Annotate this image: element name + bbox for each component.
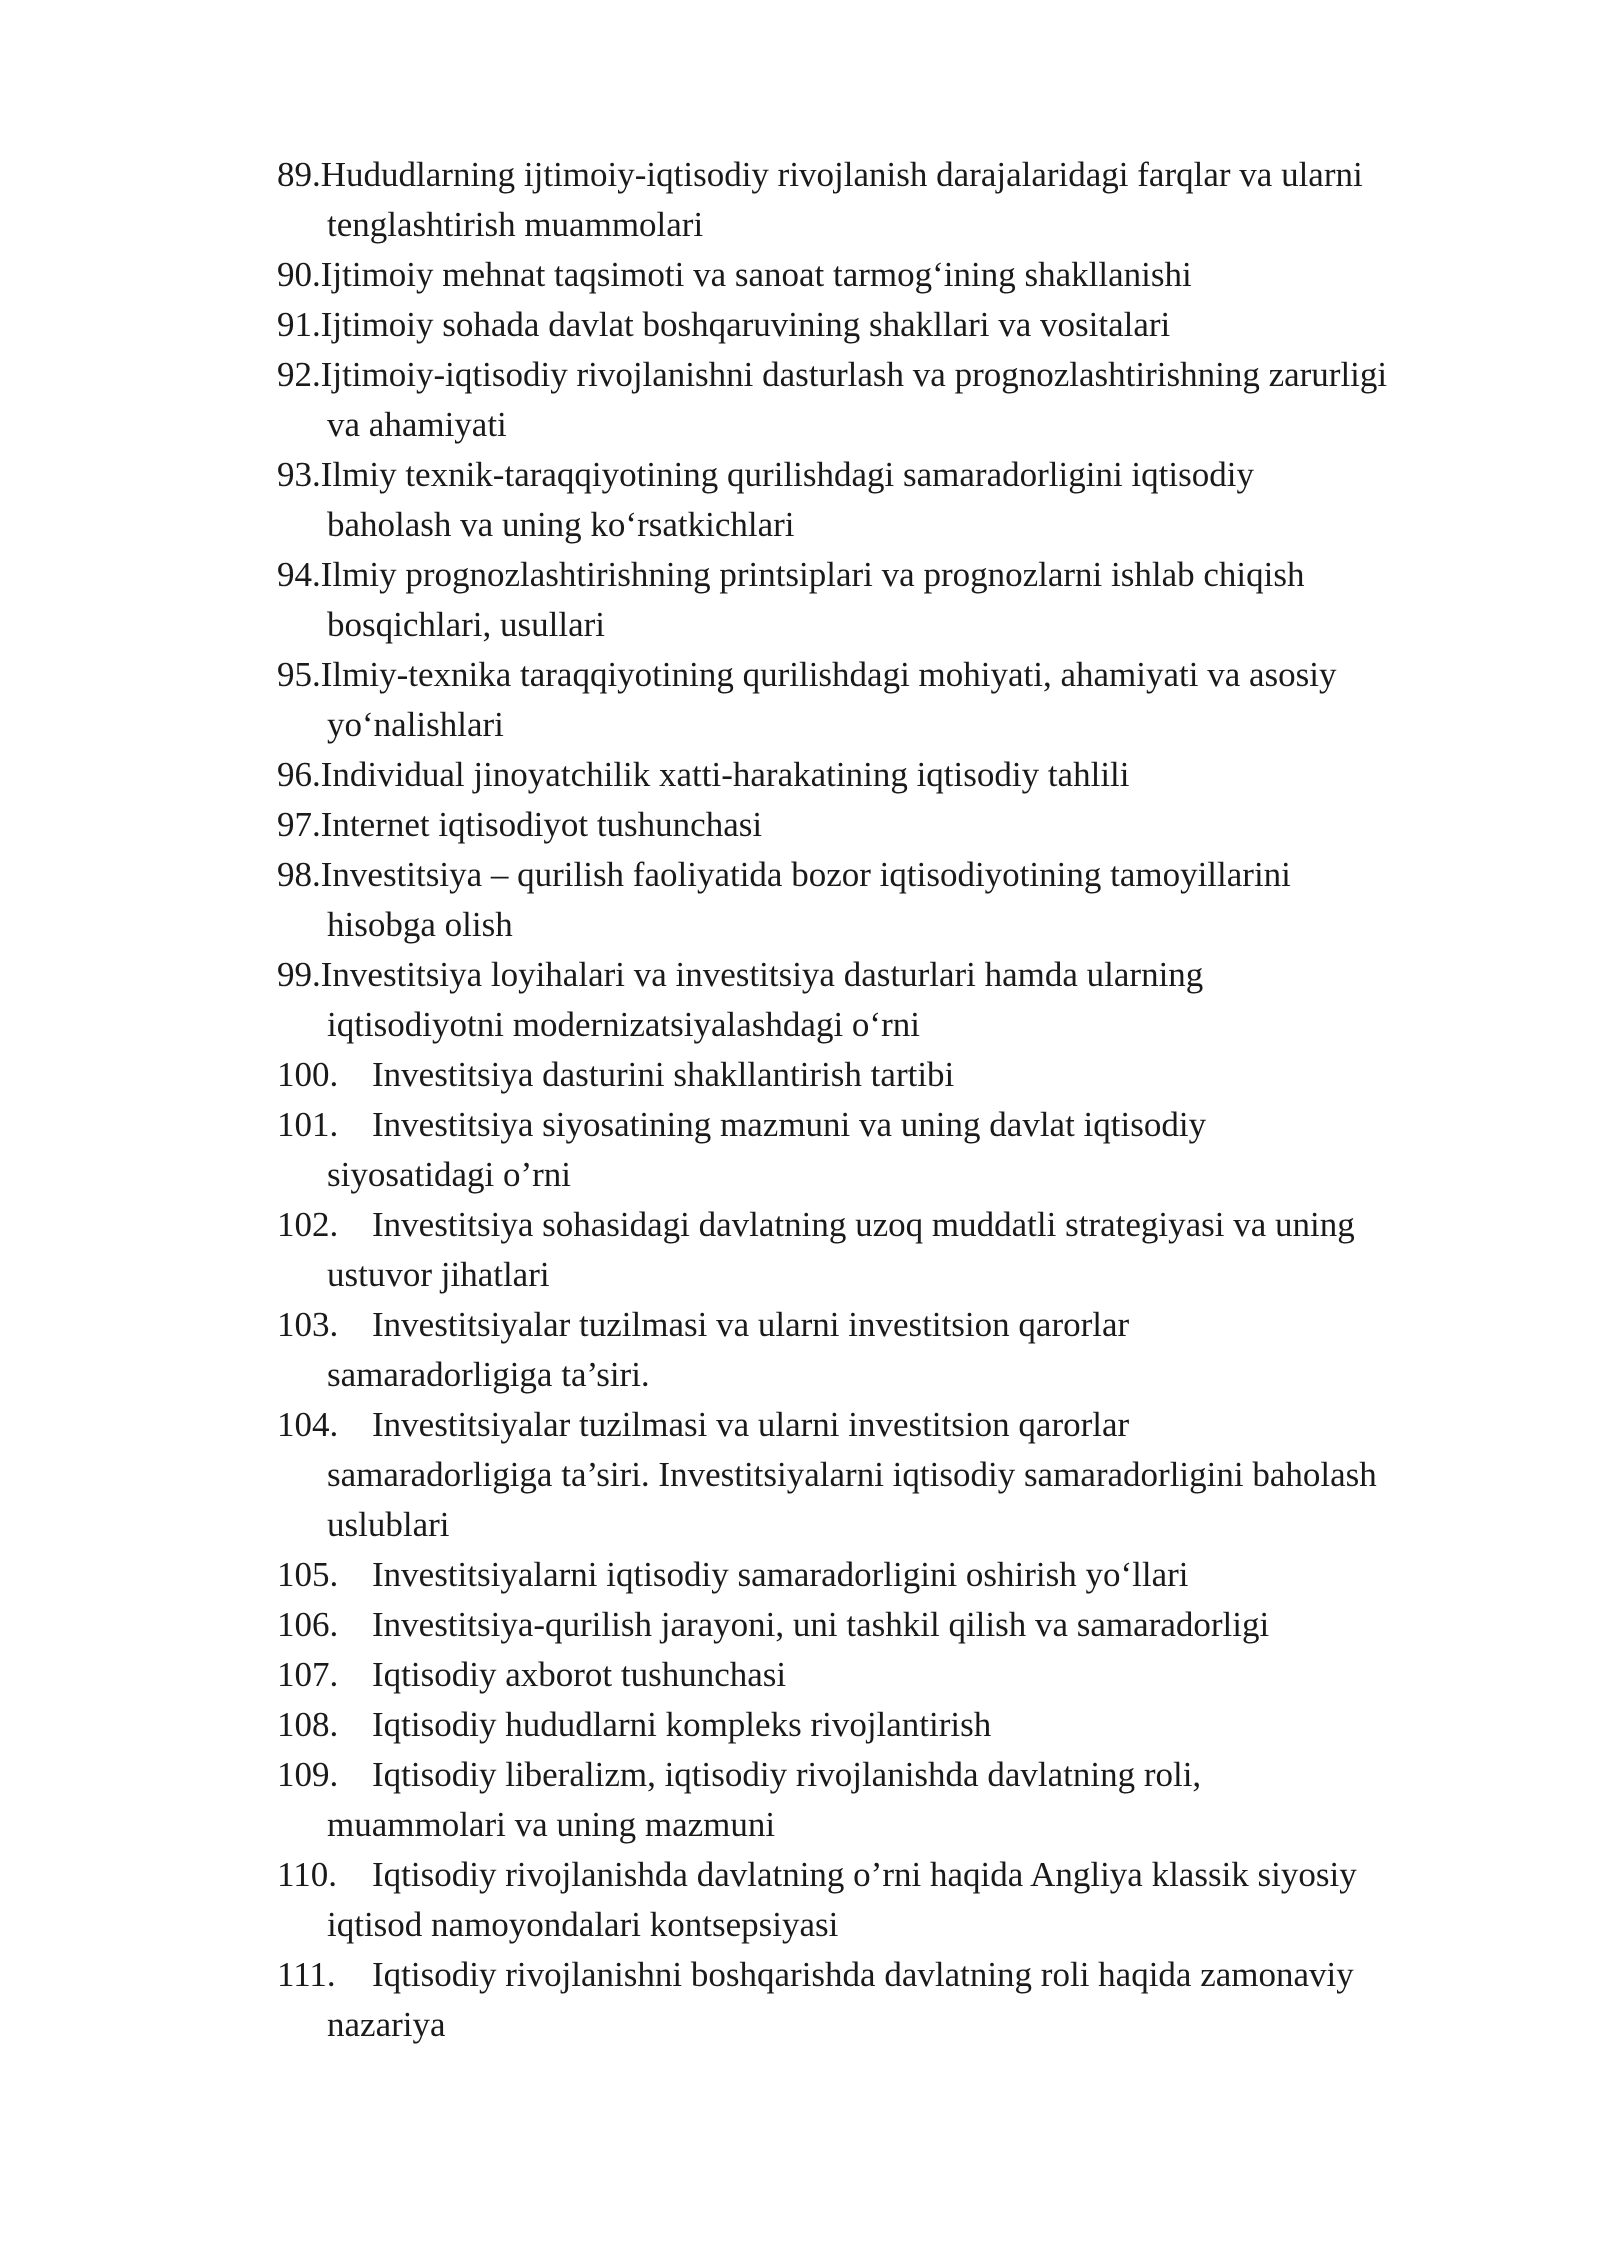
list-item <box>277 1850 1497 1950</box>
list-item-first-line <box>277 1700 1497 1750</box>
list-item-text: Ijtimoiy mehnat taqsimoti va sanoat tarmog‘ining shakllanishi <box>320 255 1192 294</box>
list-item-number: 96. <box>277 755 321 794</box>
list-item <box>277 800 1497 850</box>
list-item <box>277 950 1497 1050</box>
list-item <box>277 300 1497 350</box>
list-item <box>277 150 1497 250</box>
list-item-first-line <box>277 1400 1497 1450</box>
list-item-number: 109. <box>277 1755 339 1794</box>
list-item-text: Ilmiy texnik-taraqqiyotining qurilishdagi samaradorligini iqtisodiy <box>320 455 1254 494</box>
list-item-text: Investitsiya-qurilish jarayoni, uni tashkil qilish va samaradorligi <box>372 1605 1270 1644</box>
list-item-continuation-line <box>277 1000 1497 1050</box>
list-item-number: 103. <box>277 1305 339 1344</box>
list-item-text: Investitsiya dasturini shakllantirish tartibi <box>372 1055 955 1094</box>
list-item-continuation-line <box>277 2000 1497 2050</box>
list-item-first-line <box>277 1600 1497 1650</box>
list-item-text: samaradorligiga ta’siri. <box>327 1355 650 1394</box>
list-item-first-line <box>277 1650 1497 1700</box>
list-item-first-line <box>277 1950 1497 2000</box>
list-item-text: uslublari <box>327 1505 450 1544</box>
list-item-continuation-line <box>277 200 1497 250</box>
list-item-text: Investitsiya sohasidagi davlatning uzoq muddatli strategiyasi va uning <box>372 1205 1355 1244</box>
list-item <box>277 450 1497 550</box>
list-item-number: 102. <box>277 1205 339 1244</box>
list-item-first-line <box>277 550 1497 600</box>
list-item-number: 104. <box>277 1405 339 1444</box>
list-item-text: Individual jinoyatchilik xatti-harakatining iqtisodiy tahlili <box>320 755 1130 794</box>
list-item <box>277 1200 1497 1300</box>
list-item-text: nazariya <box>327 2005 446 2044</box>
list-item-number: 93. <box>277 455 321 494</box>
list-item-first-line <box>277 650 1497 700</box>
list-item-text: hisobga olish <box>327 905 513 944</box>
list-item-continuation-line <box>277 1800 1497 1850</box>
list-item-text: Ijtimoiy sohada davlat boshqaruvining shakllari va vositalari <box>320 305 1171 344</box>
list-item-continuation-line <box>277 700 1497 750</box>
list-item-text: Ijtimoiy-iqtisodiy rivojlanishni dasturlash va prognozlashtirishning zarurligi <box>320 355 1388 394</box>
list-item <box>277 1300 1497 1400</box>
list-item-number: 89. <box>277 155 321 194</box>
list-item-first-line <box>277 1300 1497 1350</box>
list-item-text: ustuvor jihatlari <box>327 1255 550 1294</box>
list-item-first-line <box>277 1200 1497 1250</box>
list-item-first-line <box>277 850 1497 900</box>
list-item-continuation-line <box>277 1150 1497 1200</box>
list-item-number: 111. <box>277 1955 336 1994</box>
list-item-text: baholash va uning ko‘rsatkichlari <box>327 505 795 544</box>
list-item-first-line <box>277 750 1497 800</box>
list-item-continuation-line <box>277 1500 1497 1550</box>
list-item-number: 90. <box>277 255 321 294</box>
list-item-text: yo‘nalishlari <box>327 705 504 744</box>
list-item-text: Iqtisodiy hududlarni kompleks rivojlantirish <box>372 1705 992 1744</box>
list-item <box>277 1050 1497 1100</box>
list-item <box>277 1650 1497 1700</box>
list-item-text: va ahamiyati <box>327 405 507 444</box>
list-item-continuation-line <box>277 400 1497 450</box>
list-item <box>277 250 1497 300</box>
list-item-continuation-line <box>277 500 1497 550</box>
list-item-text: Hududlarning ijtimoiy-iqtisodiy rivojlanish darajalaridagi farqlar va ularni <box>320 155 1363 194</box>
list-item-number: 101. <box>277 1105 339 1144</box>
list-item-text: muammolari va uning mazmuni <box>327 1805 776 1844</box>
list-item-continuation-line <box>277 1350 1497 1400</box>
list-item-number: 98. <box>277 855 321 894</box>
list-item-first-line <box>277 800 1497 850</box>
list-item-text: Ilmiy-texnika taraqqiyotining qurilishdagi mohiyati, ahamiyati va asosiy <box>320 655 1337 694</box>
list-item-first-line <box>277 1750 1497 1800</box>
list-item-text: Iqtisodiy liberalizm, iqtisodiy rivojlanishda davlatning roli, <box>372 1755 1202 1794</box>
list-item <box>277 1550 1497 1600</box>
list-item-text: Internet iqtisodiyot tushunchasi <box>320 805 763 844</box>
list-item-first-line <box>277 250 1497 300</box>
list-item-number: 92. <box>277 355 321 394</box>
list-item-text: Iqtisodiy rivojlanishni boshqarishda davlatning roli haqida zamonaviy <box>372 1955 1354 1994</box>
list-item-first-line <box>277 1050 1497 1100</box>
list-item-first-line <box>277 300 1497 350</box>
list-item-continuation-line <box>277 600 1497 650</box>
list-item <box>277 1950 1497 2050</box>
list-item <box>277 350 1497 450</box>
list-item <box>277 1400 1497 1550</box>
list-item-text: Investitsiyalarni iqtisodiy samaradorligini oshirish yo‘llari <box>372 1555 1189 1594</box>
list-item-text: samaradorligiga ta’siri. Investitsiyalarni iqtisodiy samaradorligini baholash <box>327 1455 1377 1494</box>
list-item-number: 94. <box>277 555 321 594</box>
list-item-first-line <box>277 150 1497 200</box>
list-item-text: bosqichlari, usullari <box>327 605 606 644</box>
list-item-text: Investitsiyalar tuzilmasi va ularni investitsion qarorlar <box>372 1305 1130 1344</box>
list-item-text: Iqtisodiy axborot tushunchasi <box>372 1655 787 1694</box>
list-item-number: 108. <box>277 1705 339 1744</box>
list-item-number: 105. <box>277 1555 339 1594</box>
list-item <box>277 850 1497 950</box>
list-item-number: 97. <box>277 805 321 844</box>
list-item-continuation-line <box>277 1450 1497 1500</box>
list-item-text: siyosatidagi o’rni <box>327 1155 571 1194</box>
list-item-first-line <box>277 1850 1497 1900</box>
list-item-text: iqtisod namoyondalari kontsepsiyasi <box>327 1905 839 1944</box>
list-item-text: tenglashtirish muammolari <box>327 205 704 244</box>
list-item-number: 91. <box>277 305 321 344</box>
list-item-first-line <box>277 350 1497 400</box>
list-item-number: 110. <box>277 1855 337 1894</box>
list-item <box>277 1750 1497 1850</box>
list-item-text: Investitsiya siyosatining mazmuni va uning davlat iqtisodiy <box>372 1105 1207 1144</box>
list-item-number: 100. <box>277 1055 339 1094</box>
list-item-first-line <box>277 1550 1497 1600</box>
list-item-continuation-line <box>277 900 1497 950</box>
list-item-text: Investitsiya loyihalari va investitsiya dasturlari hamda ularning <box>320 955 1204 994</box>
list-item-text: iqtisodiyotni modernizatsiyalashdagi o‘rni <box>327 1005 920 1044</box>
list-item-number: 106. <box>277 1605 339 1644</box>
list-item-text: Investitsiyalar tuzilmasi va ularni investitsion qarorlar <box>372 1405 1130 1444</box>
list-item-first-line <box>277 450 1497 500</box>
list-item-continuation-line <box>277 1250 1497 1300</box>
list-item-text: Investitsiya – qurilish faoliyatida bozor iqtisodiyotining tamoyillarini <box>320 855 1291 894</box>
list-item-text: Iqtisodiy rivojlanishda davlatning o’rni haqida Angliya klassik siyosiy <box>372 1855 1357 1894</box>
list-item <box>277 550 1497 650</box>
list-item-first-line <box>277 950 1497 1000</box>
list-item-number: 95. <box>277 655 321 694</box>
list-item-first-line <box>277 1100 1497 1150</box>
list-item <box>277 1700 1497 1750</box>
list-item-number: 107. <box>277 1655 339 1694</box>
list-item <box>277 650 1497 750</box>
list-item <box>277 750 1497 800</box>
list-item-continuation-line <box>277 1900 1497 1950</box>
numbered-topic-list <box>277 150 1497 2050</box>
list-item <box>277 1600 1497 1650</box>
list-item-text: Ilmiy prognozlashtirishning printsiplari va prognozlarni ishlab chiqish <box>320 555 1305 594</box>
list-item-number: 99. <box>277 955 321 994</box>
list-item <box>277 1100 1497 1200</box>
